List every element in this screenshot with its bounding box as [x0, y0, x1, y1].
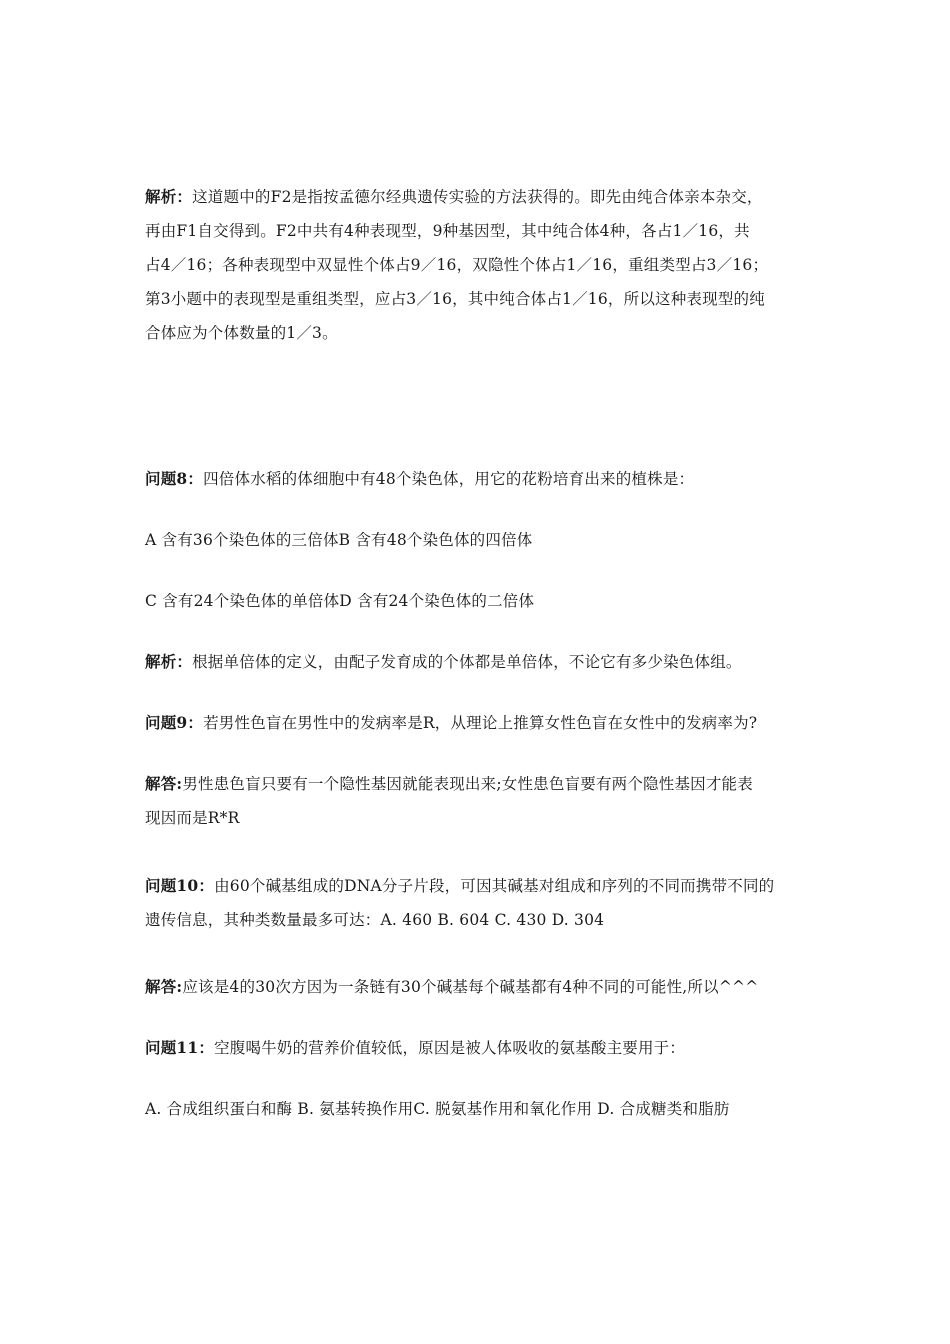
- analysis-q7-line-5: 合体应为个体数量的1／3。: [145, 324, 338, 342]
- answer-q9: [145, 767, 815, 835]
- question-label: 问题8：: [145, 469, 204, 488]
- answer-label: 解答:: [145, 977, 183, 996]
- answer-q9-line-2: 现因而是R*R: [145, 809, 240, 827]
- question-8-options-cd: C 含有24个染色体的单倍体D 含有24个染色体的二倍体: [145, 592, 535, 610]
- question-9: [145, 706, 815, 740]
- answer-q9-line-1: 男性患色盲只要有一个隐性基因就能表现出来;女性患色盲要有两个隐性基因才能表: [182, 775, 753, 793]
- question-8: [145, 462, 815, 496]
- analysis-q7-line-1: 解析：这道题中的F2是指按孟德尔经典遗传实验的方法获得的。即先由纯合体亲本杂交，: [145, 187, 763, 206]
- answer-q10-text: 应该是4的30次方因为一条链有30个碱基每个碱基都有4种不同的可能性,所以^^^: [182, 978, 759, 996]
- question-label: 问题9：: [145, 713, 204, 732]
- question-11-text: 空腹喝牛奶的营养价值较低，原因是被人体吸收的氨基酸主要用于：: [214, 1039, 686, 1057]
- question-10: [145, 869, 815, 937]
- analysis-q8: [145, 645, 815, 679]
- question-8-options-ab: A 含有36个染色体的三倍体B 含有48个染色体的四倍体: [145, 531, 533, 549]
- question-9-text: 若男性色盲在男性中的发病率是R，从理论上推算女性色盲在女性中的发病率为?: [203, 714, 758, 732]
- analysis-q7: [145, 180, 815, 350]
- question-label: 问题11：: [145, 1038, 215, 1057]
- question-8-text: 四倍体水稻的体细胞中有48个染色体，用它的花粉培育出来的植株是：: [203, 470, 695, 488]
- answer-label: 解答:: [145, 774, 183, 793]
- question-11-options: A. 合成组织蛋白和酶 B. 氨基转换作用C. 脱氨基作用和氧化作用 D. 合成糖类和脂肪: [145, 1100, 730, 1118]
- analysis-q7-line-2: 再由F1自交得到。F2中共有4种表现型，9种基因型，其中纯合体4种，各占1／16，共: [145, 222, 750, 240]
- analysis-label: 解析：: [145, 652, 193, 671]
- question-label: 问题10：: [145, 876, 215, 895]
- analysis-label: 解析：: [145, 187, 193, 206]
- analysis-q7-line-4: 第3小题中的表现型是重组类型，应占3／16，其中纯合体占1／16，所以这种表现型的纯: [145, 290, 765, 308]
- question-11: [145, 1031, 815, 1065]
- analysis-q7-line-3: 占4／16；各种表现型中双显性个体占9／16，双隐性个体占1／16，重组类型占3／16；: [145, 256, 769, 274]
- question-10-line-1: 由60个碱基组成的DNA分子片段，可因其碱基对组成和序列的不同而携带不同的: [214, 877, 775, 895]
- answer-q10: [145, 970, 815, 1004]
- analysis-q8-text: 根据单倍体的定义，由配子发育成的个体都是单倍体，不论它有多少染色体组。: [192, 653, 742, 671]
- question-10-line-2: 遗传信息，其种类数量最多可达：A. 460 B. 604 C. 430 D. 304: [145, 911, 605, 929]
